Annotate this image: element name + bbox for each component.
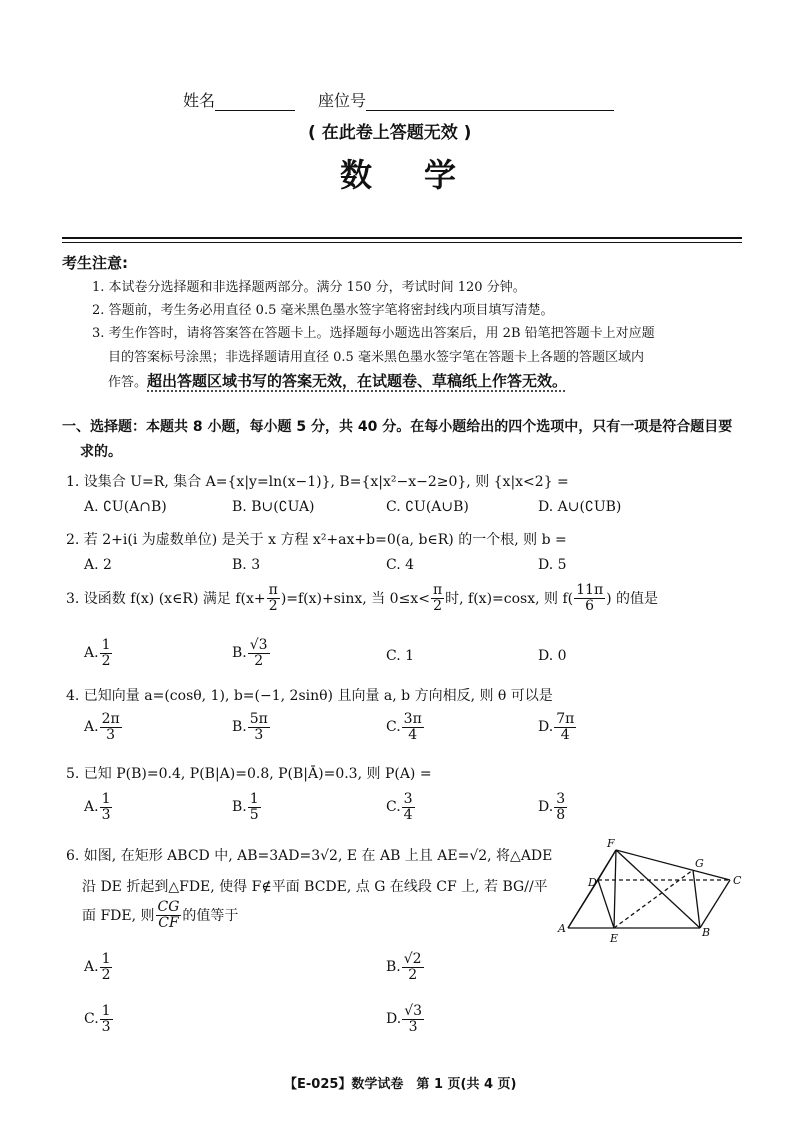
name-label: 姓名 <box>183 91 216 110</box>
q5-option-b: B. $\frac{1}{5}$ <box>232 791 259 823</box>
name-blank <box>215 92 295 111</box>
question-4-stem: 4. 已知向量 a=(cosθ, 1), b=(−1, 2sinθ) 且向量 a, b 方向相反, 则 θ 可以是 <box>66 688 553 704</box>
notice-item-3-cont: 目的答案标号涂黑；非选择题请用直径 0.5 毫米黑色墨水签字笔在答题卡上各题的答题区域内 <box>108 350 644 365</box>
invalid-note: ( 在此卷上答题无效 ) <box>308 123 472 143</box>
q1-option-a: A. ∁U(A∩B) <box>84 499 167 515</box>
header-divider-thin <box>62 242 742 243</box>
name-field <box>183 88 295 111</box>
q1-option-b: B. B∪(∁UA) <box>232 499 315 515</box>
q3-frac-pi-2b: $\frac{\pi}{2}$ <box>432 582 443 614</box>
q6-option-a: A. $\frac{1}{2}$ <box>84 951 111 983</box>
question-6-line-2: 沿 DE 折起到△FDE, 使得 F∉平面 BCDE, 点 G 在线段 CF 上, 若 BG//平 <box>82 879 548 895</box>
edge-bg <box>693 870 700 928</box>
question-6-line-1: 6. 如图, 在矩形 ABCD 中, AB=3AD=3√2, E 在 AB 上且 AE=√2, 将△ADE <box>66 848 553 864</box>
question-6-line-3: 面 FDE, 则 $\frac{CG}{CF}$ 的值等于 <box>82 899 239 931</box>
q4-option-b: B. $\frac{5\pi}{3}$ <box>232 711 268 743</box>
label-a: A <box>558 922 566 935</box>
label-c: C <box>733 874 742 887</box>
label-b: B <box>702 926 711 939</box>
section-heading: 一、选择题：本题共 8 小题，每小题 5 分，共 40 分。在每小题给出的四个选项中，只有一项是符合题目要 <box>62 419 733 435</box>
question-2-stem: 2. 若 2+i(i 为虚数单位) 是关于 x 方程 x²+ax+b=0(a, b∈R) 的一个根, 则 b = <box>66 532 567 548</box>
q6-figure <box>550 832 750 947</box>
q3-frac-11pi-6: $\frac{11\pi}{6}$ <box>576 582 604 614</box>
page-footer: 【E-025】数学试卷 第 1 页(共 4 页) <box>284 1077 517 1092</box>
q3-option-c: C. 1 <box>386 648 415 664</box>
notice-item-3-end: 作答。超出答题区域书写的答案无效，在试题卷、草稿纸上作答无效。 <box>108 372 568 390</box>
edge-bc <box>700 880 730 928</box>
q5-option-c: C. $\frac{3}{4}$ <box>386 791 413 823</box>
header-divider <box>62 237 742 239</box>
q3-option-b: B. $\frac{√3}{2}$ <box>232 637 268 669</box>
q5-option-a: A. $\frac{1}{3}$ <box>84 791 111 823</box>
q6-option-c: C. $\frac{1}{3}$ <box>84 1003 111 1035</box>
q2-option-a: A. 2 <box>84 557 112 573</box>
notice-item-2: 2. 答题前，考生务必用直径 0.5 毫米黑色墨水签字笔将密封线内项目填写清楚。 <box>92 303 554 318</box>
question-1-stem: 1. 设集合 U=R, 集合 A={x|y=ln(x−1)}, B={x|x²−x−2≥0}, 则 {x|x<2} = <box>66 474 569 490</box>
q2-option-b: B. 3 <box>232 557 261 573</box>
seat-blank <box>366 92 614 111</box>
q4-option-a: A. $\frac{2\pi}{3}$ <box>84 711 120 743</box>
label-d: D <box>588 876 597 889</box>
q6-option-b: B. $\frac{√2}{2}$ <box>386 951 422 983</box>
q3-option-d: D. 0 <box>538 648 567 664</box>
q4-option-d: D. $\frac{7\pi}{4}$ <box>538 711 575 743</box>
q2-option-d: D. 5 <box>538 557 567 573</box>
q2-option-c: C. 4 <box>386 557 415 573</box>
section-heading-cont: 求的。 <box>80 444 122 460</box>
q6-option-d: D. $\frac{√3}{3}$ <box>386 1003 423 1035</box>
label-g: G <box>695 857 704 870</box>
q1-option-c: C. ∁U(A∪B) <box>386 499 469 515</box>
q6-frac-cg-cf: $\frac{CG}{CF}$ <box>157 899 180 931</box>
edge-fe <box>614 850 616 928</box>
label-f: F <box>607 837 615 850</box>
notice-item-3: 3. 考生作答时，请将答案答在答题卡上。选择题每小题选出答案后，用 2B 铅笔把答题卡上对应题 <box>92 326 655 341</box>
seat-label: 座位号 <box>318 91 367 110</box>
q5-option-d: D. $\frac{3}{8}$ <box>538 791 566 823</box>
edge-fa <box>568 850 616 928</box>
edge-de <box>598 880 614 928</box>
q3-option-a: A. $\frac{1}{2}$ <box>84 637 111 669</box>
q3-frac-pi-2: $\frac{\pi}{2}$ <box>268 582 278 614</box>
seat-field <box>318 88 614 111</box>
notice-title: 考生注意: <box>62 254 128 272</box>
question-5-stem: 5. 已知 P(B)=0.4, P(B|A)=0.8, P(B|Ā)=0.3, 则 P(A) = <box>66 766 432 782</box>
q1-option-d: D. A∪(∁UB) <box>538 499 622 515</box>
question-3-stem: 3. 设函数 f(x) (x∈R) 满足 f(x+ $\frac{\pi}{2}$ )=f(x)+sinx, 当 0≤x< $\frac{\pi}{2}$ 时, f(x)=cosx, 则 f( $\frac{11\pi}{6}$ ) 的值是 <box>66 582 659 614</box>
notice-item-1: 1. 本试卷分选择题和非选择题两部分。满分 150 分，考试时间 120 分钟。 <box>92 280 526 295</box>
edge-ge <box>614 870 693 928</box>
notice-emphasis: 超出答题区域书写的答案无效，在试题卷、草稿纸上作答无效。 <box>147 372 568 390</box>
page-title: 数 学 <box>340 156 467 194</box>
label-e: E <box>610 932 619 945</box>
q4-option-c: C. $\frac{3\pi}{4}$ <box>386 711 422 743</box>
